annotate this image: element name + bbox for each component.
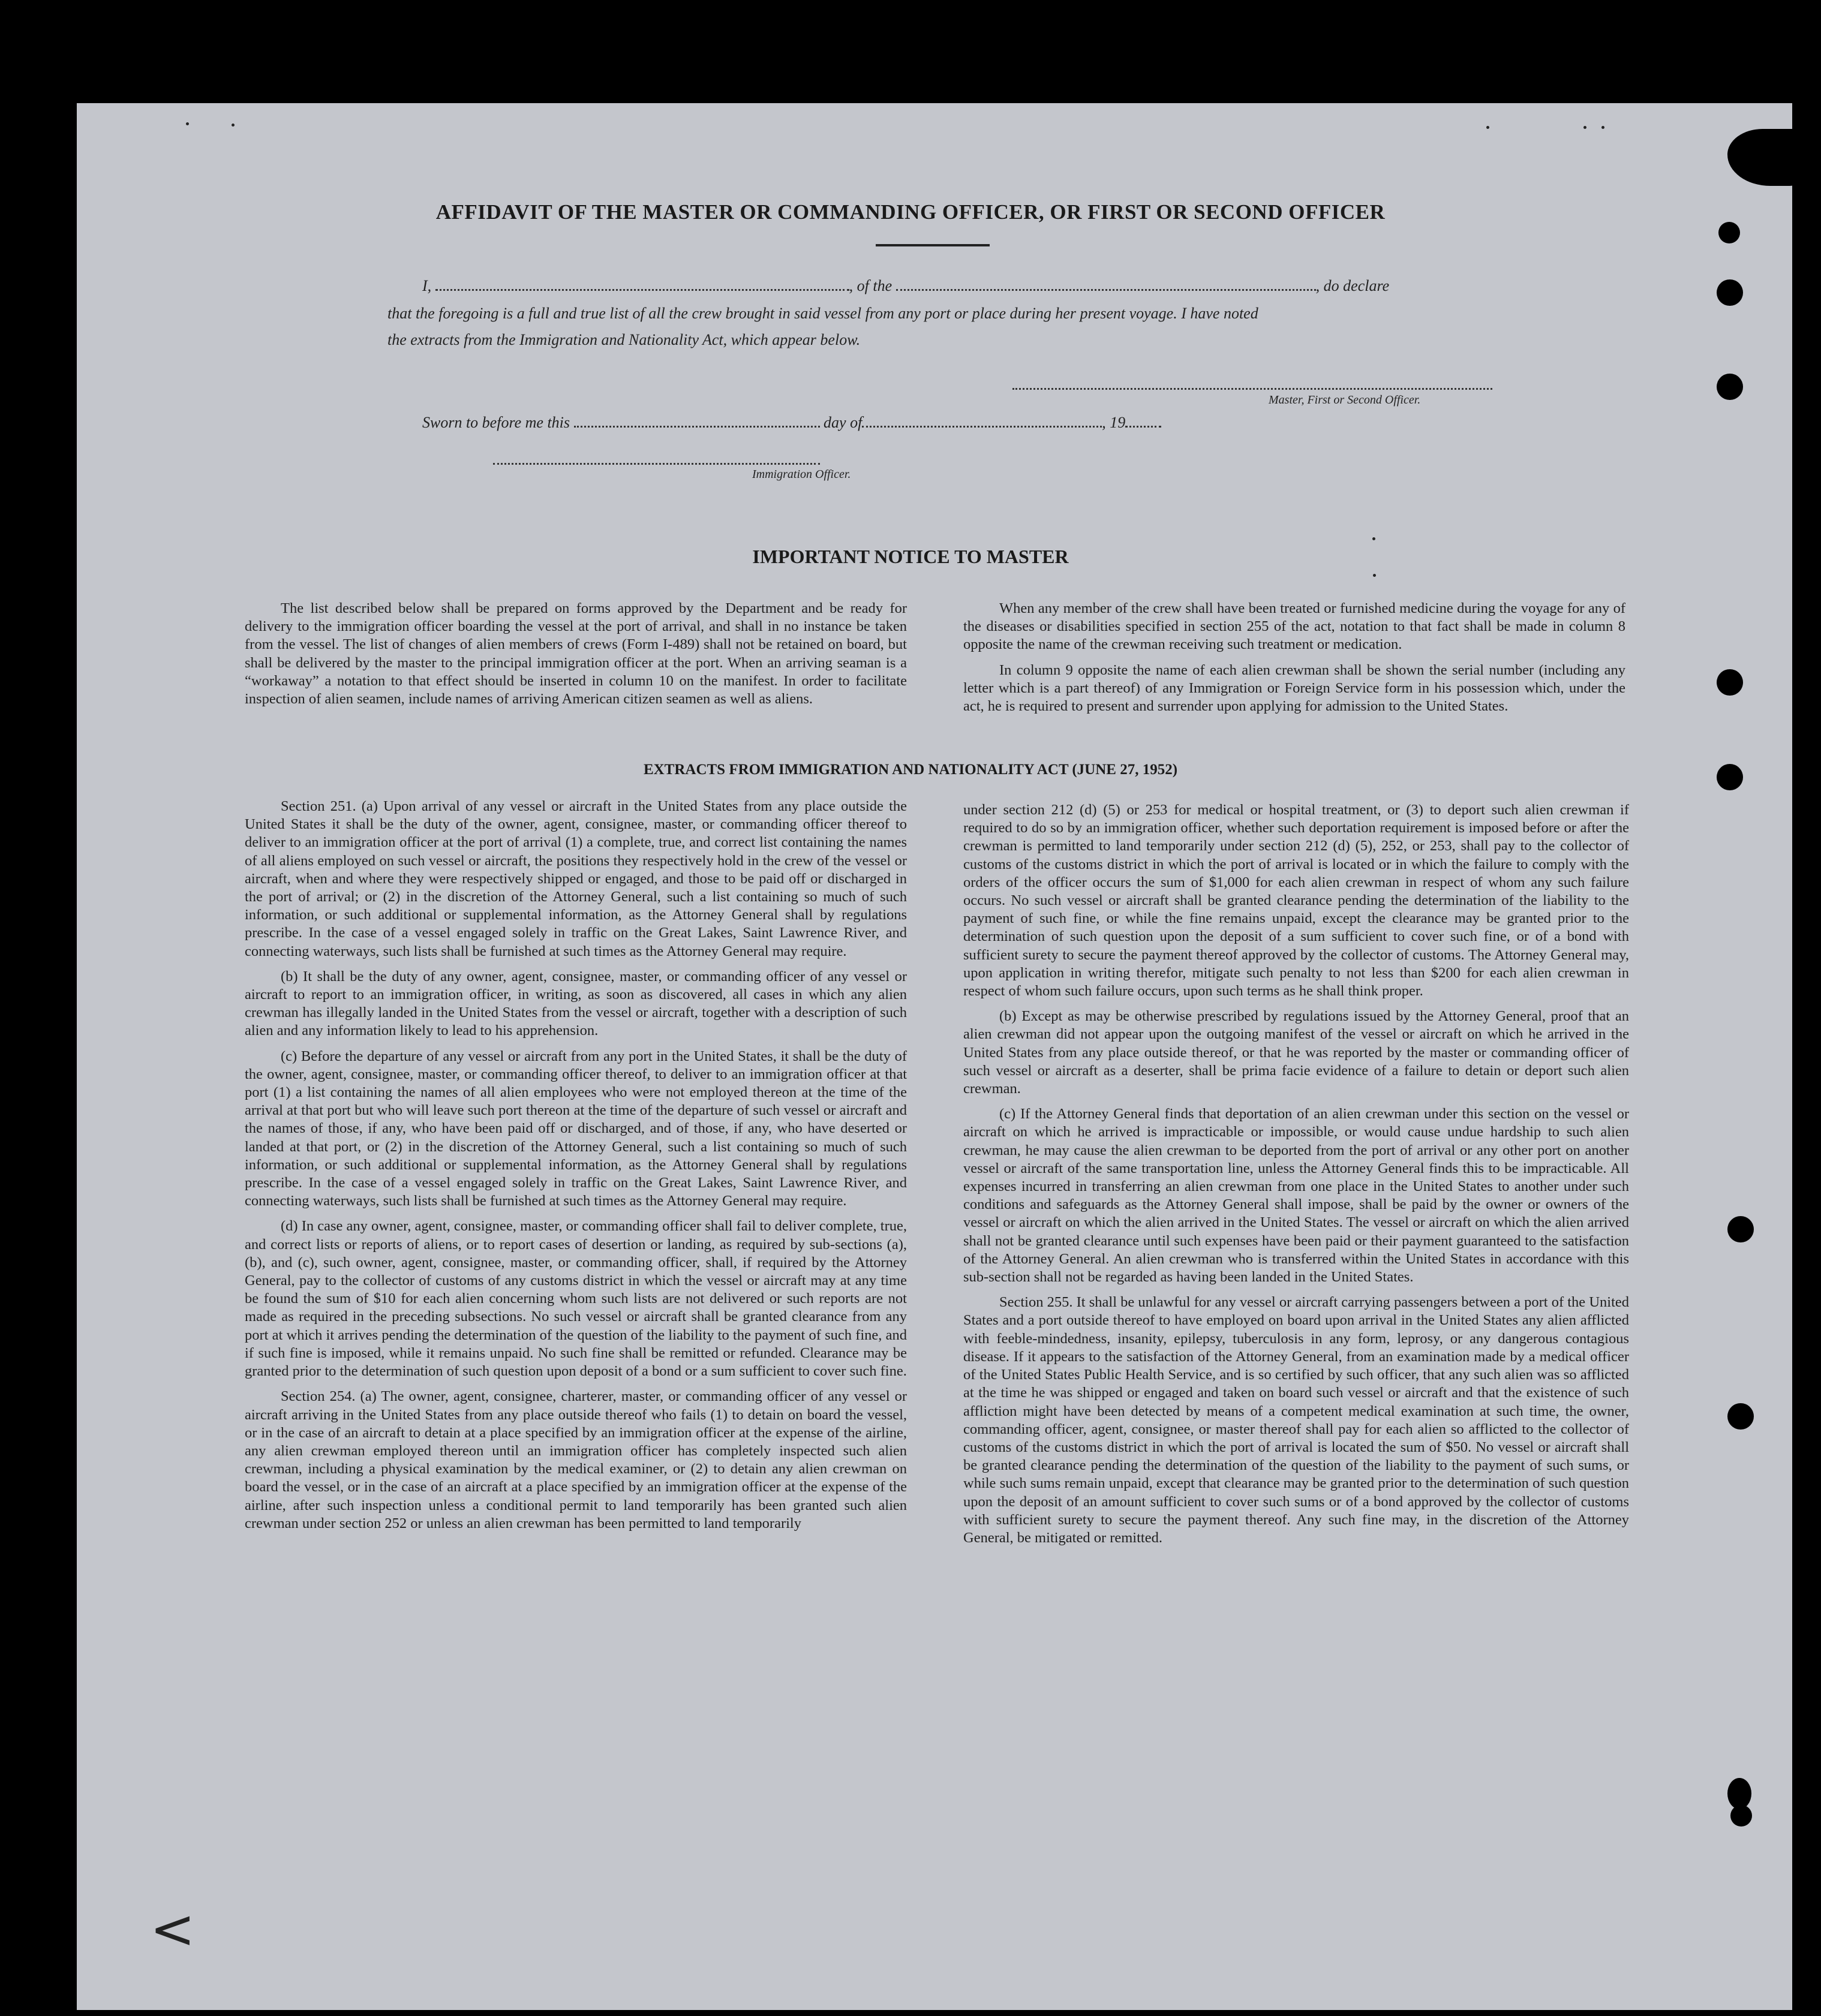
extract-paragraph: (d) In case any owner, agent, consignee, master, or commanding officer shall fail to deliver complete, true, and correct lists or reports of aliens, or to report cases of desertion or landing, as required by sub-sections (a), (b), and (c), such owner, agent, consignee, master, or commanding officer, shall, if required by the Attorney General, pay to the collector of customs of any customs district in which the vessel or aircraft may at any time be found the sum of $10 for each alien concerning whom such lists are not delivered or such reports are not made as required in the preceding subsections. No such vessel or aircraft shall be granted clearance from any port at which it arrives pending the determination of the question of the liability to the payment of such fine, and if such fine is imposed, while it remains unpaid. No such fine shall be remitted or refunded. Clearance may be granted prior to the determination of such question upon deposit of a bond or a sum sufficient to cover such fine. <box>245 1218 907 1380</box>
speck <box>232 124 235 127</box>
punch-hole <box>1717 374 1743 400</box>
notice-right-paragraph-2: In column 9 opposite the name of each alien crewman shall be shown the serial number (including any letter which is a part thereof) of any Immigration or Foreign Service form in his possession which, under the act, he is required to present and surrender upon applying for admission to the United States. <box>963 661 1625 715</box>
notice-right-column <box>963 600 1625 723</box>
punch-hole <box>1717 669 1743 696</box>
extract-paragraph: (b) It shall be the duty of any owner, agent, consignee, master, or commanding officer of any vessel or aircraft to report to an immigration officer, in writing, as soon as discovered, all cases in which any alien crewman has illegally landed in the United States from the vessel or aircraft, together with a description of such alien and any information likely to lead to his apprehension. <box>245 968 907 1039</box>
notice-left-column <box>245 600 907 715</box>
speck <box>1601 126 1604 129</box>
sworn-day-field[interactable] <box>574 426 820 428</box>
punch-hole <box>1717 279 1743 306</box>
extracts-left-column <box>245 798 907 1540</box>
declare-end: , do declare <box>1315 277 1390 294</box>
extract-paragraph: Section 254. (a) The owner, agent, consignee, charterer, master, or commanding officer of any vessel or aircraft arriving in the United States from any place outside thereof who fails (1) to detain on board the vessel, or in the case of an aircraft to detain at a place specified by an immigration officer at the expense of the airline, any alien crewman employed thereon until an immigration officer has completely inspected such alien crewman, including a physical examination by the medical examiner, or (2) to detain any alien crewman on board the vessel, or in the case of an aircraft at a place specified by an immigration officer at the expense of the airline, after such inspection unless a conditional permit to land temporarily has been granted such alien crewman under section 252 or unless an alien crewman has been permitted to land temporarily <box>245 1388 907 1531</box>
affidavit-title: AFFIDAVIT OF THE MASTER OR COMMANDING OFFICER, OR FIRST OR SECOND OFFICER <box>435 200 1386 224</box>
extract-paragraph: (c) If the Attorney General finds that deportation of an alien crewman under this section on the vessel or aircraft on which he arrived is impracticable or impossible, or would cause undue hardship to such alien crewman, he may cause the alien crewman to be deported from the port of arrival or any other port on another vessel or aircraft of the same transportation line, unless the Attorney General finds this to be impracticable. All expenses incurred in transferring an alien crewman from one place in the United States to another under such conditions and safeguards as the Attorney General shall impose, shall be paid by the owner or owners of the vessel or aircraft on which the alien arrived in the United States. The vessel or aircraft on which the alien arrived shall not be granted clearance until such expenses have been paid or their payment guaranteed to the satisfaction of the Attorney General. An alien crewman who is transferred within the United States in accordance with this sub-section shall not be regarded as having been landed in the United States. <box>963 1106 1629 1286</box>
extract-paragraph: Section 255. It shall be unlawful for any vessel or aircraft carrying passengers between a port of the United States and a port outside thereof to have employed on board upon arrival in the United States any alien afflicted with feeble-mindedness, insanity, epilepsy, tuberculosis in any form, leprosy, or any dangerous contagious disease. If it appears to the satisfaction of the Attorney General, from an examination made by a medical officer of the United States Public Health Service, and is so certified by such officer, that any such alien was so afflicted at the time he was shipped or engaged and taken on board such vessel or aircraft and that the existence of such affliction might have been detected by means of a competent medical examination at such time, the owner, commanding officer, agent, consignee, or master thereof shall pay for each alien so afflicted to the collector of customs of the customs district in which the port of arrival is located the sum of $50. No vessel or aircraft shall be granted clearance pending the determination of the question of the liability to the payment of such sums, or while such sums remain unpaid, except that clearance may be granted prior to the determination of such question upon the deposit of an amount sufficient to cover such sums or of a bond approved by the collector of customs with sufficient surety to secure the payment thereof. Any such fine may, in the discretion of the Attorney General, be mitigated or remitted. <box>963 1294 1629 1546</box>
sworn-line <box>422 414 1161 432</box>
sworn-month-field[interactable] <box>862 426 1102 428</box>
notice-title: IMPORTANT NOTICE TO MASTER <box>752 546 1069 567</box>
extracts-right-column <box>963 801 1629 1554</box>
declare-i: I, <box>422 277 432 294</box>
year-text: , 19 <box>1102 414 1126 431</box>
declare-of-the: , of the <box>849 277 893 294</box>
officer-signature-line[interactable] <box>493 463 820 465</box>
day-of-text: day of <box>824 414 863 431</box>
declaration-line <box>422 277 1389 295</box>
affidavit-body-line-2: the extracts from the Immigration and Nationality Act, which appear below. <box>387 331 861 348</box>
punch-hole <box>1727 1403 1754 1430</box>
punch-hole <box>1718 222 1740 243</box>
extract-paragraph: Section 251. (a) Upon arrival of any vessel or aircraft in the United States from any place outside the United States it shall be the duty of the owner, agent, consignee, master, or commanding officer thereof to deliver to an immigration officer at the port of arrival (1) a complete, true, and correct list containing the names of all aliens employed on such vessel or aircraft, the positions they respectively hold in the crew of the vessel or aircraft, when and where they were respectively shipped or engaged, and those to be paid off or discharged in the port of arrival; or (2) in the discretion of the Attorney General, such a list containing so much of such information, or such additional or supplemental information, as the Attorney General shall by regulations prescribe. In the case of a vessel engaged solely in traffic on the Great Lakes, Saint Lawrence River, and connecting waterways, such lists shall be furnished at such times as the Attorney General may require. <box>245 798 907 959</box>
extract-paragraph: (b) Except as may be otherwise prescribed by regulations issued by the Attorney General, proof that an alien crewman did not appear upon the outgoing manifest of the vessel or aircraft on which he arrived in the United States from any place outside thereof, or that he was reported by the master or commanding officer of such vessel or aircraft as a deserter, shall be prima facie evidence of a failure to detain or deport such alien crewman. <box>963 1008 1629 1097</box>
vessel-field[interactable] <box>896 289 1316 291</box>
master-signature-label: Master, First or Second Officer. <box>1269 393 1421 407</box>
master-signature-line[interactable] <box>1012 388 1492 390</box>
speck <box>186 122 189 125</box>
extract-paragraph: (c) Before the departure of any vessel or aircraft from any port in the United States, it shall be the duty of the owner, agent, consignee, master, or commanding officer thereof, to deliver to an immigration officer at that port (1) a list containing the names of all alien employees who were not employed thereon at the time of the arrival at that port but who will leave such port thereon at the time of the departure of such vessel or aircraft and the names of those, if any, who have been paid off or discharged, and of those, if any, who have deserted or landed at that port, or (2) in the discretion of the Attorney General, such a list containing so much of such information, or such additional or supplemental information, as the Attorney General shall by regulations prescribe. In the case of a vessel engaged solely in traffic on the Great Lakes, Saint Lawrence River, and connecting waterways, such lists shall be furnished at such times as the Attorney General may require. <box>245 1048 907 1209</box>
sworn-year-field[interactable] <box>1125 426 1161 428</box>
title-rule <box>876 244 990 246</box>
name-field[interactable] <box>435 289 849 291</box>
speck <box>1486 126 1489 129</box>
extract-paragraph: under section 212 (d) (5) or 253 for medical or hospital treatment, or (3) to deport such alien crewman if required to do so by an immigration officer, whether such deportation requirement is imposed before or after the crewman is permitted to land temporarily under section 212 (d) (5), 252, or 253, shall pay to the collector of customs of the customs district in which the port of arrival is located or in which the failure to comply with the orders of the officer occurs the sum of $1,000 for each alien crewman in respect of whom any such failure occurs. No such vessel or aircraft shall be granted clearance pending the determination of the liability to the payment of such fine, or while the fine remains unpaid, except the clearance may be granted prior to the determination of such question upon the deposit of a sum sufficient to cover such fine, or of a bond with sufficient surety to secure the payment thereof approved by the collector of customs. The Attorney General may, upon application in writing therefor, mitigate such penalty to not less than $200 for each alien crewman in respect of whom such failure occurs, upon such terms as he shall think proper. <box>963 802 1629 1000</box>
speck <box>1373 574 1376 577</box>
notice-right-paragraph-1: When any member of the crew shall have been treated or furnished medicine during the voyage for any of the diseases or disabilities specified in section 255 of the act, notation to that fact shall be made in column 8 opposite the name of the crewman receiving such treatment or medication. <box>963 600 1625 653</box>
punch-hole <box>1727 1216 1754 1242</box>
notice-left-paragraph: The list described below shall be prepared on forms approved by the Department and be ready for delivery to the immigration officer boarding the vessel at the port of arrival, and shall in no instance be taken from the vessel. The list of changes of alien members of crews (Form I-489) shall not be retained on board, but shall be delivered by the master to the principal immigration officer at the port. When an arriving seaman is a “workaway” a notation to that effect should be inserted in column 10 on the manifest. In order to facilitate inspection of alien seamen, include names of arriving American citizen seamen as well as aliens. <box>245 600 907 708</box>
extracts-title: EXTRACTS FROM IMMIGRATION AND NATIONALITY ACT (JUNE 27, 1952) <box>643 762 1178 778</box>
officer-signature-label: Immigration Officer. <box>752 468 851 481</box>
handwritten-check-mark: < <box>150 1898 196 1961</box>
sworn-text: Sworn to before me this <box>422 414 570 431</box>
speck <box>1372 537 1375 540</box>
punch-hole <box>1730 1805 1752 1827</box>
speck <box>1583 126 1586 129</box>
affidavit-body-line-1: that the foregoing is a full and true list of all the crew brought in said vessel from any port or place during her present voyage. I have noted <box>387 305 1258 322</box>
